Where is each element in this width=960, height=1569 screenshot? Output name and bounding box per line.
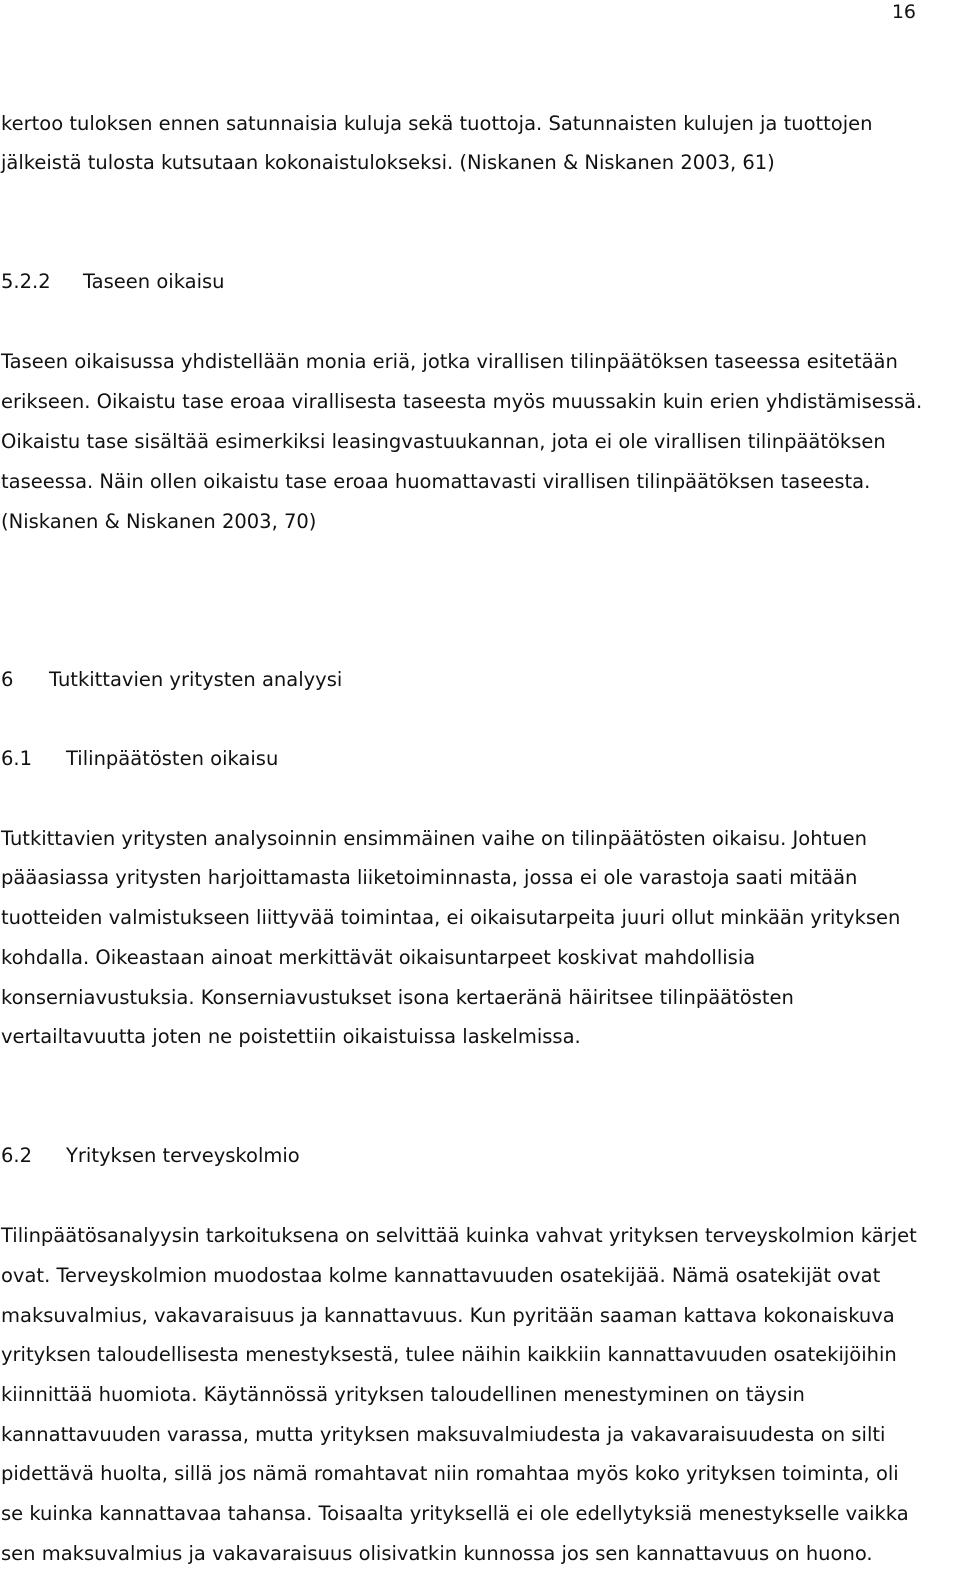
paragraph-line: tuotteiden valmistukseen liittyvää toimintaa, ei oikaisutarpeita juuri ollut minkään yrityksen (1, 906, 901, 929)
paragraph-line: Tilinpäätösanalyysin tarkoituksena on selvittää kuinka vahvat yrityksen terveyskolmion kärjet (1, 1224, 917, 1247)
paragraph-line: Oikaistu tase sisältää esimerkiksi leasingvastuukannan, jota ei ole virallisen tilinpäätöksen (1, 430, 886, 453)
paragraph-line: jälkeistä tulosta kutsutaan kokonaistulokseksi. (Niskanen & Niskanen 2003, 61) (1, 151, 775, 174)
paragraph-line: yrityksen taloudellisesta menestyksestä, tulee näihin kaikkiin kannattavuuden osatekijöihin (1, 1343, 897, 1366)
paragraph-line: kohdalla. Oikeastaan ainoat merkittävät oikaisuntarpeet koskivat mahdollisia (1, 946, 756, 969)
section-title: Tilinpäätösten oikaisu (66, 747, 279, 770)
paragraph-line: pidettävä huolta, sillä jos nämä romahtavat niin romahtaa myös koko yrityksen toiminta, oli (1, 1462, 899, 1485)
paragraph-line: sen maksuvalmius ja vakavaraisuus olisivatkin kunnossa jos sen kannattavuus on huono. (1, 1542, 873, 1565)
section-heading-6-1 (1, 749, 278, 769)
section-number: 6.1 (1, 747, 33, 770)
paragraph-line: ovat. Terveyskolmion muodostaa kolme kannattavuuden osatekijää. Nämä osatekijät ovat (1, 1264, 881, 1287)
paragraph-line: vertailtavuutta joten ne poistettiin oikaistuissa laskelmissa. (1, 1025, 581, 1048)
section-heading-6-2 (1, 1146, 300, 1166)
paragraph-line: (Niskanen & Niskanen 2003, 70) (1, 510, 317, 533)
section-number: 5.2.2 (1, 270, 51, 293)
paragraph-line: taseessa. Näin ollen oikaistu tase eroaa huomattavasti virallisen tilinpäätöksen taseesta. (1, 470, 871, 493)
paragraph-line: se kuinka kannattavaa tahansa. Toisaalta yrityksellä ei ole edellytyksiä menestykselle vaikka (1, 1502, 909, 1525)
section-title: Tutkittavien yritysten analyysi (49, 668, 343, 691)
paragraph-line: kiinnittää huomiota. Käytännössä yrityksen taloudellinen menestyminen on täysin (1, 1383, 805, 1406)
section-title: Yrityksen terveyskolmio (66, 1144, 300, 1167)
paragraph-line: erikseen. Oikaistu tase eroaa virallisesta taseesta myös muussakin kuin erien yhdistämisessä. (1, 390, 923, 413)
paragraph-line: maksuvalmius, vakavaraisuus ja kannattavuus. Kun pyritään saaman kattava kokonaiskuva (1, 1304, 895, 1327)
page-number: 16 (891, 1, 916, 23)
section-number: 6.2 (1, 1144, 33, 1167)
paragraph-line: pääasiassa yritysten harjoittamasta liiketoiminnasta, jossa ei ole varastoja saati mitään (1, 866, 858, 889)
section-title: Taseen oikaisu (83, 270, 225, 293)
paragraph-line: kannattavuuden varassa, mutta yrityksen maksuvalmiudesta ja vakavaraisuudesta on silti (1, 1423, 886, 1446)
section-heading-6 (1, 670, 342, 690)
section-heading-5-2-2 (1, 272, 225, 292)
paragraph-line: Taseen oikaisussa yhdistellään monia eriä, jotka virallisen tilinpäätöksen taseessa esitetään (1, 350, 898, 373)
section-number: 6 (1, 668, 14, 691)
paragraph-line: kertoo tuloksen ennen satunnaisia kuluja sekä tuottoja. Satunnaisten kulujen ja tuottojen (1, 112, 873, 135)
paragraph-line: konserniavustuksia. Konserniavustukset isona kertaeränä häiritsee tilinpäätösten (1, 986, 794, 1009)
paragraph-line: Tutkittavien yritysten analysoinnin ensimmäinen vaihe on tilinpäätösten oikaisu. Johtuen (1, 827, 867, 850)
